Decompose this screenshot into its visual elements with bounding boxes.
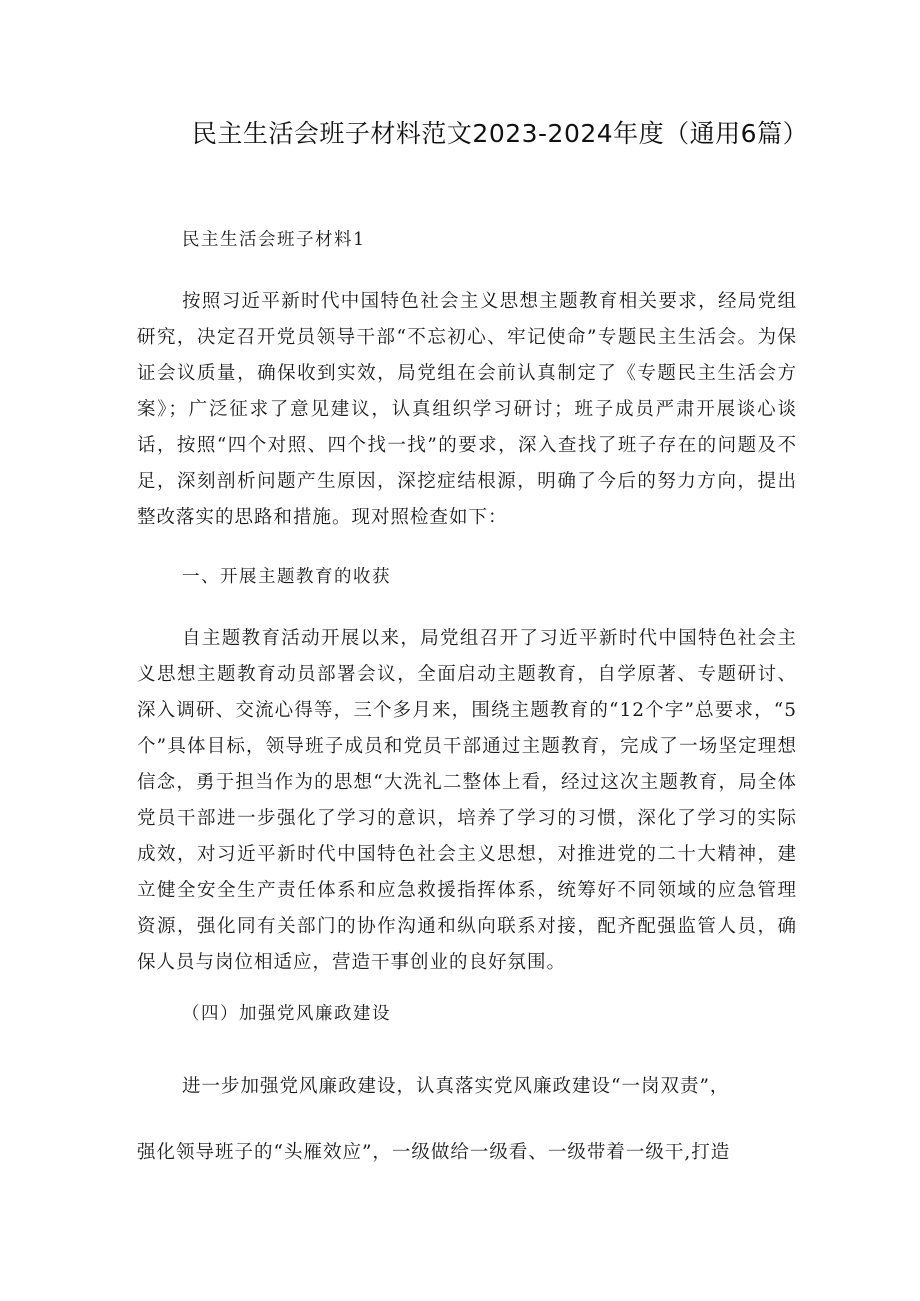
document-title: 民主生活会班子材料范文2023-2024年度（通用6篇）	[191, 119, 809, 148]
heading-gains: 一、开展主题教育的收获	[182, 567, 391, 587]
paragraph-gains: 自主题教育活动开展以来，局党组召开了习近平新时代中国特色社会主义思想主题教育动员部署会议，全面启动主题教育，自学原著、专题研讨、深入调研、交流心得等，三个多月来，围绕主题教育的“12个字”总要求，“5个”具体目标，领导班子成员和党员干部通过主题教育，完成了一场坚定理想信念，勇于担当作为的思想“大洗礼二整体上看，经过这次主题教育，局全体党员干部进一步强化了学习的意识，培养了学习的习惯，深化了学习的实际成效，对习近平新时代中国特色社会主义思想，对推进党的二十大精神，建立健全安全生产责任体系和应急救援指挥体系，统筹好不同领域的应急管理资源，强化同有关部门的协作沟通和纵向联系对接，配齐配强监管人员，确保人员与岗位相适应，营造干事创业的良好氛围。	[137, 628, 797, 973]
paragraph-integrity-line-1: 进一步加强党风廉政建设，认真落实党风廉政建设“一岗双责”，	[182, 1076, 730, 1097]
section-heading: 民主生活会班子材料1	[182, 230, 366, 250]
paragraph-intro: 按照习近平新时代中国特色社会主义思想主题教育相关要求，经局党组研究，决定召开党员领导干部“不忘初心、牢记使命”专题民主生活会。为保证会议质量，确保收到实效，局党组在会前认真制定了《专题民主生活会方案》；广泛征求了意见建议，认真组织学习研讨；班子成员严肃开展谈心谈话，按照“四个对照、四个找一找”的要求，深入查找了班子存在的问题及不足，深刻剖析问题产生原因，深挖症结根源，明确了今后的努力方向，提出整改落实的思路和措施。现对照检查如下：	[137, 291, 797, 528]
paragraph-integrity-line-2: 强化领导班子的“头雁效应”，一级做给一级看、一级带着一级干,打造	[137, 1142, 731, 1163]
heading-integrity: （四）加强党风廉政建设	[182, 1004, 391, 1024]
